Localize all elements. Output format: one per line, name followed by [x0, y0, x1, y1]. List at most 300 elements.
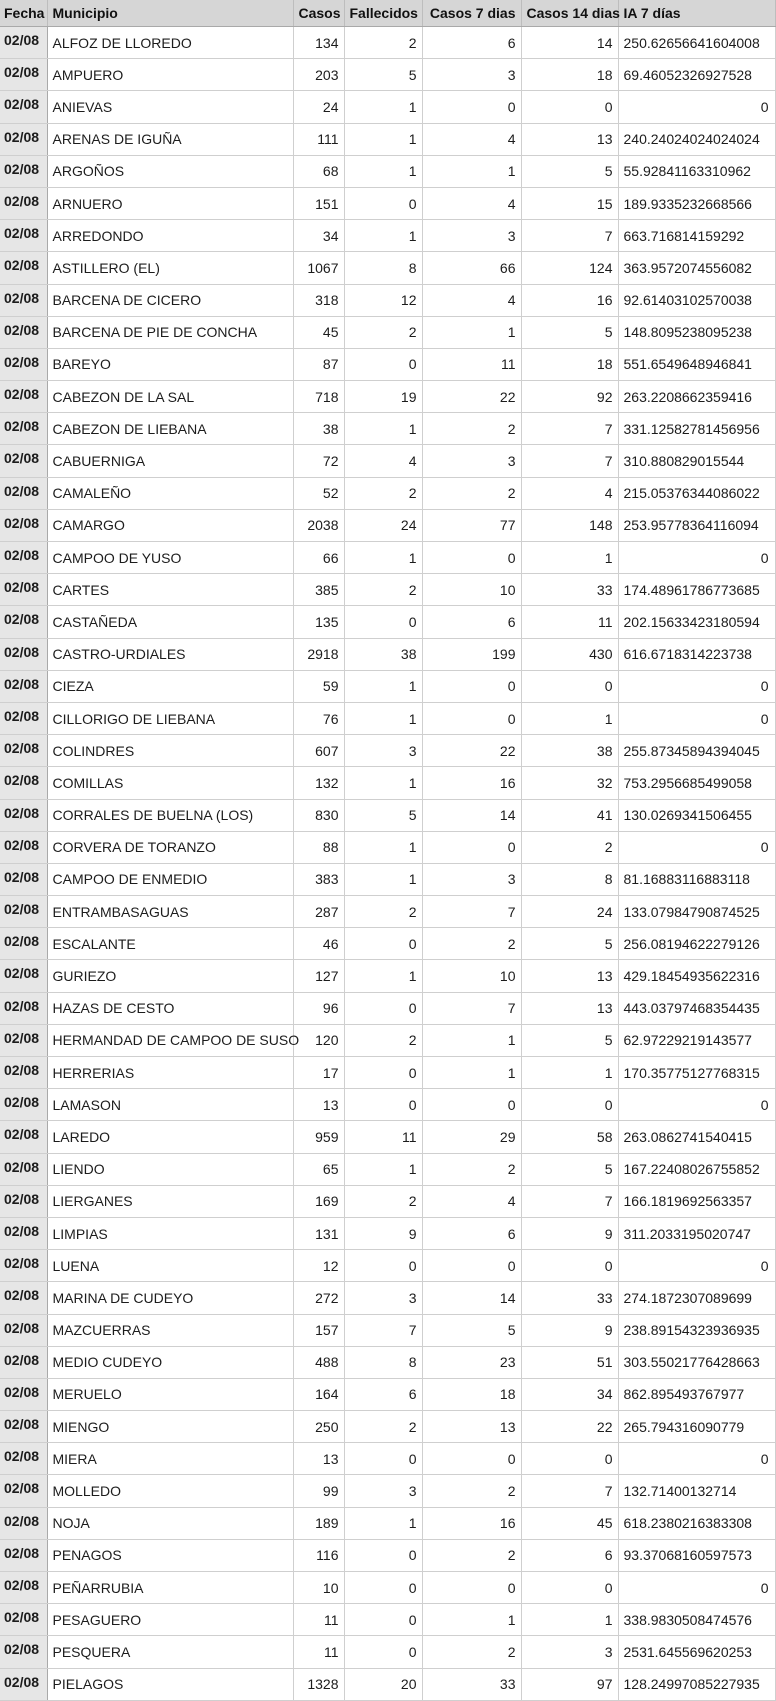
cell-ia-7-dias[interactable]: 174.48961786773685 — [618, 574, 775, 606]
cell-fallecidos[interactable]: 6 — [344, 1378, 422, 1410]
cell-fecha[interactable]: 02/08 — [0, 509, 47, 541]
cell-casos-14-dias[interactable]: 18 — [521, 59, 618, 91]
cell-casos-7-dias[interactable]: 1 — [422, 1604, 521, 1636]
cell-casos[interactable]: 72 — [293, 445, 344, 477]
cell-ia-7-dias[interactable]: 616.6718314223738 — [618, 638, 775, 670]
cell-ia-7-dias[interactable]: 167.22408026755852 — [618, 1153, 775, 1185]
cell-casos-14-dias[interactable]: 7 — [521, 220, 618, 252]
cell-fallecidos[interactable]: 2 — [344, 896, 422, 928]
cell-ia-7-dias[interactable]: 2531.645569620253 — [618, 1636, 775, 1668]
column-header-casos-7-dias[interactable]: Casos 7 dias — [422, 0, 521, 27]
column-header-ia-7-dias[interactable]: IA 7 días — [618, 0, 775, 27]
cell-casos[interactable]: 718 — [293, 381, 344, 413]
cell-fecha[interactable]: 02/08 — [0, 1185, 47, 1217]
cell-municipio[interactable]: MOLLEDO — [47, 1475, 293, 1507]
cell-casos-14-dias[interactable]: 9 — [521, 1314, 618, 1346]
cell-ia-7-dias[interactable]: 202.15633423180594 — [618, 606, 775, 638]
cell-ia-7-dias[interactable]: 253.95778364116094 — [618, 509, 775, 541]
cell-municipio[interactable]: LIERGANES — [47, 1185, 293, 1217]
cell-casos-7-dias[interactable]: 3 — [422, 220, 521, 252]
cell-municipio[interactable]: MEDIO CUDEYO — [47, 1346, 293, 1378]
cell-ia-7-dias[interactable]: 663.716814159292 — [618, 220, 775, 252]
cell-casos-14-dias[interactable]: 18 — [521, 348, 618, 380]
cell-casos[interactable]: 88 — [293, 831, 344, 863]
cell-casos[interactable]: 132 — [293, 767, 344, 799]
cell-municipio[interactable]: MIENGO — [47, 1411, 293, 1443]
cell-casos-7-dias[interactable]: 3 — [422, 445, 521, 477]
cell-casos[interactable]: 169 — [293, 1185, 344, 1217]
cell-casos-14-dias[interactable]: 45 — [521, 1507, 618, 1539]
cell-ia-7-dias[interactable]: 189.9335232668566 — [618, 187, 775, 219]
cell-casos[interactable]: 12 — [293, 1250, 344, 1282]
cell-casos-7-dias[interactable]: 0 — [422, 702, 521, 734]
cell-municipio[interactable]: HAZAS DE CESTO — [47, 992, 293, 1024]
cell-fallecidos[interactable]: 0 — [344, 1250, 422, 1282]
cell-casos[interactable]: 2038 — [293, 509, 344, 541]
cell-ia-7-dias[interactable]: 265.794316090779 — [618, 1411, 775, 1443]
cell-fallecidos[interactable]: 1 — [344, 702, 422, 734]
cell-casos-7-dias[interactable]: 33 — [422, 1668, 521, 1700]
cell-fecha[interactable]: 02/08 — [0, 831, 47, 863]
cell-ia-7-dias[interactable]: 263.0862741540415 — [618, 1121, 775, 1153]
cell-fecha[interactable]: 02/08 — [0, 413, 47, 445]
cell-fecha[interactable]: 02/08 — [0, 252, 47, 284]
cell-casos-7-dias[interactable]: 1 — [422, 316, 521, 348]
cell-municipio[interactable]: ARREDONDO — [47, 220, 293, 252]
cell-casos-14-dias[interactable]: 1 — [521, 1057, 618, 1089]
cell-municipio[interactable]: ANIEVAS — [47, 91, 293, 123]
cell-casos-14-dias[interactable]: 13 — [521, 960, 618, 992]
cell-municipio[interactable]: COLINDRES — [47, 735, 293, 767]
cell-fecha[interactable]: 02/08 — [0, 381, 47, 413]
cell-municipio[interactable]: PESAGUERO — [47, 1604, 293, 1636]
cell-fallecidos[interactable]: 5 — [344, 59, 422, 91]
cell-casos[interactable]: 68 — [293, 155, 344, 187]
cell-casos-7-dias[interactable]: 10 — [422, 960, 521, 992]
cell-casos-14-dias[interactable]: 7 — [521, 1185, 618, 1217]
cell-fallecidos[interactable]: 2 — [344, 316, 422, 348]
cell-fecha[interactable]: 02/08 — [0, 1314, 47, 1346]
column-header-casos[interactable]: Casos — [293, 0, 344, 27]
cell-fallecidos[interactable]: 0 — [344, 928, 422, 960]
cell-municipio[interactable]: BAREYO — [47, 348, 293, 380]
cell-ia-7-dias[interactable]: 443.03797468354435 — [618, 992, 775, 1024]
cell-casos[interactable]: 11 — [293, 1604, 344, 1636]
column-header-casos-14-dias[interactable]: Casos 14 dias — [521, 0, 618, 27]
cell-casos[interactable]: 38 — [293, 413, 344, 445]
cell-casos-7-dias[interactable]: 0 — [422, 831, 521, 863]
cell-municipio[interactable]: CAMPOO DE YUSO — [47, 542, 293, 574]
cell-municipio[interactable]: LUENA — [47, 1250, 293, 1282]
cell-municipio[interactable]: HERMANDAD DE CAMPOO DE SUSO — [47, 1024, 293, 1056]
cell-fallecidos[interactable]: 20 — [344, 1668, 422, 1700]
cell-municipio[interactable]: PIELAGOS — [47, 1668, 293, 1700]
cell-ia-7-dias[interactable]: 0 — [618, 91, 775, 123]
cell-casos[interactable]: 287 — [293, 896, 344, 928]
cell-casos-7-dias[interactable]: 13 — [422, 1411, 521, 1443]
cell-fecha[interactable]: 02/08 — [0, 1121, 47, 1153]
cell-casos[interactable]: 11 — [293, 1636, 344, 1668]
cell-casos-14-dias[interactable]: 5 — [521, 928, 618, 960]
cell-casos-7-dias[interactable]: 4 — [422, 284, 521, 316]
cell-fecha[interactable]: 02/08 — [0, 187, 47, 219]
cell-casos[interactable]: 34 — [293, 220, 344, 252]
cell-ia-7-dias[interactable]: 429.18454935622316 — [618, 960, 775, 992]
cell-fallecidos[interactable]: 3 — [344, 1475, 422, 1507]
cell-fallecidos[interactable]: 2 — [344, 1185, 422, 1217]
cell-municipio[interactable]: HERRERIAS — [47, 1057, 293, 1089]
cell-ia-7-dias[interactable]: 0 — [618, 1089, 775, 1121]
cell-casos-14-dias[interactable]: 7 — [521, 413, 618, 445]
cell-ia-7-dias[interactable]: 338.9830508474576 — [618, 1604, 775, 1636]
cell-fecha[interactable]: 02/08 — [0, 799, 47, 831]
cell-fecha[interactable]: 02/08 — [0, 1378, 47, 1410]
cell-casos[interactable]: 99 — [293, 1475, 344, 1507]
cell-ia-7-dias[interactable]: 215.05376344086022 — [618, 477, 775, 509]
cell-ia-7-dias[interactable]: 55.92841163310962 — [618, 155, 775, 187]
cell-casos[interactable]: 2918 — [293, 638, 344, 670]
cell-casos-14-dias[interactable]: 3 — [521, 1636, 618, 1668]
cell-casos[interactable]: 13 — [293, 1089, 344, 1121]
cell-casos[interactable]: 1067 — [293, 252, 344, 284]
cell-casos-14-dias[interactable]: 33 — [521, 1282, 618, 1314]
cell-fallecidos[interactable]: 11 — [344, 1121, 422, 1153]
cell-fecha[interactable]: 02/08 — [0, 284, 47, 316]
cell-municipio[interactable]: CORVERA DE TORANZO — [47, 831, 293, 863]
cell-ia-7-dias[interactable]: 551.6549648946841 — [618, 348, 775, 380]
cell-fallecidos[interactable]: 1 — [344, 123, 422, 155]
cell-fecha[interactable]: 02/08 — [0, 1572, 47, 1604]
cell-ia-7-dias[interactable]: 128.24997085227935 — [618, 1668, 775, 1700]
cell-municipio[interactable]: CAMALEÑO — [47, 477, 293, 509]
cell-ia-7-dias[interactable]: 255.87345894394045 — [618, 735, 775, 767]
cell-casos[interactable]: 52 — [293, 477, 344, 509]
cell-casos-7-dias[interactable]: 2 — [422, 413, 521, 445]
cell-municipio[interactable]: BARCENA DE CICERO — [47, 284, 293, 316]
cell-ia-7-dias[interactable]: 311.2033195020747 — [618, 1217, 775, 1249]
cell-ia-7-dias[interactable]: 0 — [618, 702, 775, 734]
cell-casos-7-dias[interactable]: 0 — [422, 91, 521, 123]
cell-municipio[interactable]: ENTRAMBASAGUAS — [47, 896, 293, 928]
cell-fallecidos[interactable]: 2 — [344, 574, 422, 606]
cell-casos-14-dias[interactable]: 92 — [521, 381, 618, 413]
cell-casos-7-dias[interactable]: 0 — [422, 1250, 521, 1282]
cell-ia-7-dias[interactable]: 69.46052326927528 — [618, 59, 775, 91]
cell-fallecidos[interactable]: 38 — [344, 638, 422, 670]
cell-casos-14-dias[interactable]: 0 — [521, 91, 618, 123]
cell-fallecidos[interactable]: 12 — [344, 284, 422, 316]
cell-casos[interactable]: 1328 — [293, 1668, 344, 1700]
cell-casos-7-dias[interactable]: 4 — [422, 187, 521, 219]
cell-fecha[interactable]: 02/08 — [0, 767, 47, 799]
cell-casos[interactable]: 830 — [293, 799, 344, 831]
cell-casos[interactable]: 111 — [293, 123, 344, 155]
cell-fecha[interactable]: 02/08 — [0, 1411, 47, 1443]
cell-casos-14-dias[interactable]: 14 — [521, 27, 618, 59]
cell-casos-7-dias[interactable]: 22 — [422, 381, 521, 413]
cell-casos-14-dias[interactable]: 1 — [521, 1604, 618, 1636]
cell-casos-7-dias[interactable]: 6 — [422, 606, 521, 638]
cell-casos-14-dias[interactable]: 41 — [521, 799, 618, 831]
cell-casos[interactable]: 189 — [293, 1507, 344, 1539]
cell-fecha[interactable]: 02/08 — [0, 1604, 47, 1636]
cell-fecha[interactable]: 02/08 — [0, 1250, 47, 1282]
cell-casos[interactable]: 76 — [293, 702, 344, 734]
cell-casos[interactable]: 157 — [293, 1314, 344, 1346]
cell-fallecidos[interactable]: 0 — [344, 1089, 422, 1121]
cell-casos-7-dias[interactable]: 7 — [422, 992, 521, 1024]
cell-fallecidos[interactable]: 1 — [344, 91, 422, 123]
cell-ia-7-dias[interactable]: 170.35775127768315 — [618, 1057, 775, 1089]
cell-casos-7-dias[interactable]: 2 — [422, 1153, 521, 1185]
cell-ia-7-dias[interactable]: 92.61403102570038 — [618, 284, 775, 316]
cell-municipio[interactable]: BARCENA DE PIE DE CONCHA — [47, 316, 293, 348]
cell-ia-7-dias[interactable]: 363.9572074556082 — [618, 252, 775, 284]
cell-fecha[interactable]: 02/08 — [0, 348, 47, 380]
cell-casos-7-dias[interactable]: 10 — [422, 574, 521, 606]
column-header-municipio[interactable]: Municipio — [47, 0, 293, 27]
cell-casos[interactable]: 607 — [293, 735, 344, 767]
cell-casos[interactable]: 96 — [293, 992, 344, 1024]
cell-casos-7-dias[interactable]: 11 — [422, 348, 521, 380]
cell-ia-7-dias[interactable]: 133.07984790874525 — [618, 896, 775, 928]
cell-casos-7-dias[interactable]: 199 — [422, 638, 521, 670]
cell-casos-14-dias[interactable]: 7 — [521, 1475, 618, 1507]
cell-fecha[interactable]: 02/08 — [0, 863, 47, 895]
cell-fecha[interactable]: 02/08 — [0, 670, 47, 702]
cell-casos-7-dias[interactable]: 14 — [422, 1282, 521, 1314]
cell-municipio[interactable]: LIMPIAS — [47, 1217, 293, 1249]
cell-municipio[interactable]: ARNUERO — [47, 187, 293, 219]
cell-casos[interactable]: 488 — [293, 1346, 344, 1378]
cell-casos-14-dias[interactable]: 58 — [521, 1121, 618, 1153]
cell-ia-7-dias[interactable]: 81.16883116883118 — [618, 863, 775, 895]
cell-casos[interactable]: 959 — [293, 1121, 344, 1153]
cell-casos-14-dias[interactable]: 34 — [521, 1378, 618, 1410]
cell-casos[interactable]: 45 — [293, 316, 344, 348]
cell-fallecidos[interactable]: 1 — [344, 220, 422, 252]
cell-ia-7-dias[interactable]: 148.8095238095238 — [618, 316, 775, 348]
cell-casos-14-dias[interactable]: 97 — [521, 1668, 618, 1700]
cell-fecha[interactable]: 02/08 — [0, 1057, 47, 1089]
cell-fecha[interactable]: 02/08 — [0, 1282, 47, 1314]
cell-casos-7-dias[interactable]: 2 — [422, 1636, 521, 1668]
cell-fallecidos[interactable]: 5 — [344, 799, 422, 831]
cell-fallecidos[interactable]: 0 — [344, 1572, 422, 1604]
cell-municipio[interactable]: CORRALES DE BUELNA (LOS) — [47, 799, 293, 831]
cell-ia-7-dias[interactable]: 0 — [618, 670, 775, 702]
cell-fallecidos[interactable]: 0 — [344, 1539, 422, 1571]
cell-casos-7-dias[interactable]: 14 — [422, 799, 521, 831]
cell-fecha[interactable]: 02/08 — [0, 1024, 47, 1056]
cell-casos[interactable]: 203 — [293, 59, 344, 91]
cell-casos[interactable]: 116 — [293, 1539, 344, 1571]
cell-fecha[interactable]: 02/08 — [0, 1539, 47, 1571]
cell-fecha[interactable]: 02/08 — [0, 1507, 47, 1539]
cell-casos-7-dias[interactable]: 6 — [422, 27, 521, 59]
cell-casos[interactable]: 46 — [293, 928, 344, 960]
cell-casos-7-dias[interactable]: 16 — [422, 767, 521, 799]
cell-casos-14-dias[interactable]: 0 — [521, 1572, 618, 1604]
cell-municipio[interactable]: PENAGOS — [47, 1539, 293, 1571]
cell-ia-7-dias[interactable]: 0 — [618, 1572, 775, 1604]
cell-fallecidos[interactable]: 3 — [344, 1282, 422, 1314]
cell-casos-7-dias[interactable]: 1 — [422, 1057, 521, 1089]
cell-fallecidos[interactable]: 4 — [344, 445, 422, 477]
cell-fallecidos[interactable]: 1 — [344, 767, 422, 799]
cell-ia-7-dias[interactable]: 0 — [618, 831, 775, 863]
cell-casos-14-dias[interactable]: 32 — [521, 767, 618, 799]
cell-fecha[interactable]: 02/08 — [0, 91, 47, 123]
cell-fallecidos[interactable]: 2 — [344, 1411, 422, 1443]
cell-casos-14-dias[interactable]: 5 — [521, 155, 618, 187]
cell-casos[interactable]: 164 — [293, 1378, 344, 1410]
cell-casos-14-dias[interactable]: 9 — [521, 1217, 618, 1249]
cell-casos-14-dias[interactable]: 16 — [521, 284, 618, 316]
cell-casos-14-dias[interactable]: 33 — [521, 574, 618, 606]
cell-fallecidos[interactable]: 7 — [344, 1314, 422, 1346]
cell-fecha[interactable]: 02/08 — [0, 220, 47, 252]
cell-casos[interactable]: 10 — [293, 1572, 344, 1604]
cell-casos[interactable]: 131 — [293, 1217, 344, 1249]
cell-fecha[interactable]: 02/08 — [0, 27, 47, 59]
cell-ia-7-dias[interactable]: 310.880829015544 — [618, 445, 775, 477]
cell-casos-7-dias[interactable]: 4 — [422, 1185, 521, 1217]
cell-fallecidos[interactable]: 1 — [344, 1153, 422, 1185]
cell-casos-14-dias[interactable]: 5 — [521, 1024, 618, 1056]
cell-fecha[interactable]: 02/08 — [0, 735, 47, 767]
cell-casos-14-dias[interactable]: 51 — [521, 1346, 618, 1378]
cell-fallecidos[interactable]: 1 — [344, 155, 422, 187]
cell-municipio[interactable]: MARINA DE CUDEYO — [47, 1282, 293, 1314]
cell-casos[interactable]: 13 — [293, 1443, 344, 1475]
cell-casos[interactable]: 318 — [293, 284, 344, 316]
cell-municipio[interactable]: LAREDO — [47, 1121, 293, 1153]
cell-fallecidos[interactable]: 1 — [344, 863, 422, 895]
cell-casos[interactable]: 383 — [293, 863, 344, 895]
cell-fallecidos[interactable]: 0 — [344, 348, 422, 380]
cell-casos[interactable]: 127 — [293, 960, 344, 992]
cell-fecha[interactable]: 02/08 — [0, 1636, 47, 1668]
cell-casos-14-dias[interactable]: 1 — [521, 542, 618, 574]
cell-casos-7-dias[interactable]: 18 — [422, 1378, 521, 1410]
cell-casos-7-dias[interactable]: 1 — [422, 1024, 521, 1056]
cell-casos-7-dias[interactable]: 2 — [422, 928, 521, 960]
cell-casos[interactable]: 250 — [293, 1411, 344, 1443]
cell-fecha[interactable]: 02/08 — [0, 123, 47, 155]
cell-fecha[interactable]: 02/08 — [0, 1346, 47, 1378]
cell-casos[interactable]: 24 — [293, 91, 344, 123]
cell-fallecidos[interactable]: 1 — [344, 831, 422, 863]
cell-fallecidos[interactable]: 1 — [344, 413, 422, 445]
cell-casos-7-dias[interactable]: 1 — [422, 155, 521, 187]
cell-casos-7-dias[interactable]: 0 — [422, 1089, 521, 1121]
cell-casos-14-dias[interactable]: 0 — [521, 1089, 618, 1121]
cell-fallecidos[interactable]: 2 — [344, 477, 422, 509]
cell-municipio[interactable]: CILLORIGO DE LIEBANA — [47, 702, 293, 734]
cell-municipio[interactable]: ARENAS DE IGUÑA — [47, 123, 293, 155]
cell-casos-14-dias[interactable]: 38 — [521, 735, 618, 767]
cell-casos[interactable]: 134 — [293, 27, 344, 59]
cell-casos-14-dias[interactable]: 8 — [521, 863, 618, 895]
cell-fallecidos[interactable]: 2 — [344, 1024, 422, 1056]
cell-fecha[interactable]: 02/08 — [0, 1668, 47, 1700]
cell-ia-7-dias[interactable]: 0 — [618, 542, 775, 574]
cell-municipio[interactable]: CAMPOO DE ENMEDIO — [47, 863, 293, 895]
cell-casos[interactable]: 65 — [293, 1153, 344, 1185]
cell-ia-7-dias[interactable]: 93.37068160597573 — [618, 1539, 775, 1571]
cell-casos-7-dias[interactable]: 2 — [422, 477, 521, 509]
cell-municipio[interactable]: MIERA — [47, 1443, 293, 1475]
cell-municipio[interactable]: CAMARGO — [47, 509, 293, 541]
cell-casos-14-dias[interactable]: 6 — [521, 1539, 618, 1571]
cell-municipio[interactable]: CABEZON DE LIEBANA — [47, 413, 293, 445]
cell-fallecidos[interactable]: 1 — [344, 670, 422, 702]
cell-casos-7-dias[interactable]: 66 — [422, 252, 521, 284]
cell-municipio[interactable]: ARGOÑOS — [47, 155, 293, 187]
cell-casos-7-dias[interactable]: 23 — [422, 1346, 521, 1378]
cell-casos-7-dias[interactable]: 77 — [422, 509, 521, 541]
cell-casos-7-dias[interactable]: 0 — [422, 1443, 521, 1475]
cell-municipio[interactable]: LIENDO — [47, 1153, 293, 1185]
cell-casos[interactable]: 59 — [293, 670, 344, 702]
cell-fallecidos[interactable]: 1 — [344, 1507, 422, 1539]
cell-municipio[interactable]: MAZCUERRAS — [47, 1314, 293, 1346]
cell-casos[interactable]: 151 — [293, 187, 344, 219]
cell-fecha[interactable]: 02/08 — [0, 1475, 47, 1507]
cell-fecha[interactable]: 02/08 — [0, 928, 47, 960]
cell-ia-7-dias[interactable]: 862.895493767977 — [618, 1378, 775, 1410]
cell-fecha[interactable]: 02/08 — [0, 316, 47, 348]
cell-municipio[interactable]: LAMASON — [47, 1089, 293, 1121]
cell-casos-7-dias[interactable]: 6 — [422, 1217, 521, 1249]
cell-municipio[interactable]: CARTES — [47, 574, 293, 606]
column-header-fallecidos[interactable]: Fallecidos — [344, 0, 422, 27]
cell-municipio[interactable]: CASTRO-URDIALES — [47, 638, 293, 670]
cell-municipio[interactable]: GURIEZO — [47, 960, 293, 992]
cell-fallecidos[interactable]: 24 — [344, 509, 422, 541]
cell-casos-7-dias[interactable]: 0 — [422, 1572, 521, 1604]
cell-fallecidos[interactable]: 2 — [344, 27, 422, 59]
cell-municipio[interactable]: CABUERNIGA — [47, 445, 293, 477]
cell-municipio[interactable]: NOJA — [47, 1507, 293, 1539]
cell-municipio[interactable]: ESCALANTE — [47, 928, 293, 960]
cell-fallecidos[interactable]: 0 — [344, 1636, 422, 1668]
cell-fallecidos[interactable]: 0 — [344, 187, 422, 219]
cell-municipio[interactable]: PESQUERA — [47, 1636, 293, 1668]
cell-fallecidos[interactable]: 8 — [344, 1346, 422, 1378]
cell-fallecidos[interactable]: 8 — [344, 252, 422, 284]
cell-ia-7-dias[interactable]: 0 — [618, 1443, 775, 1475]
cell-ia-7-dias[interactable]: 0 — [618, 1250, 775, 1282]
cell-casos-14-dias[interactable]: 24 — [521, 896, 618, 928]
cell-casos-14-dias[interactable]: 5 — [521, 316, 618, 348]
cell-casos-7-dias[interactable]: 4 — [422, 123, 521, 155]
cell-ia-7-dias[interactable]: 130.0269341506455 — [618, 799, 775, 831]
cell-fallecidos[interactable]: 1 — [344, 542, 422, 574]
cell-casos[interactable]: 87 — [293, 348, 344, 380]
cell-casos[interactable]: 135 — [293, 606, 344, 638]
cell-ia-7-dias[interactable]: 256.08194622279126 — [618, 928, 775, 960]
cell-ia-7-dias[interactable]: 263.2208662359416 — [618, 381, 775, 413]
cell-fecha[interactable]: 02/08 — [0, 477, 47, 509]
cell-casos[interactable]: 272 — [293, 1282, 344, 1314]
cell-ia-7-dias[interactable]: 274.1872307089699 — [618, 1282, 775, 1314]
cell-casos-14-dias[interactable]: 4 — [521, 477, 618, 509]
cell-ia-7-dias[interactable]: 238.89154323936935 — [618, 1314, 775, 1346]
cell-municipio[interactable]: AMPUERO — [47, 59, 293, 91]
cell-casos-7-dias[interactable]: 7 — [422, 896, 521, 928]
